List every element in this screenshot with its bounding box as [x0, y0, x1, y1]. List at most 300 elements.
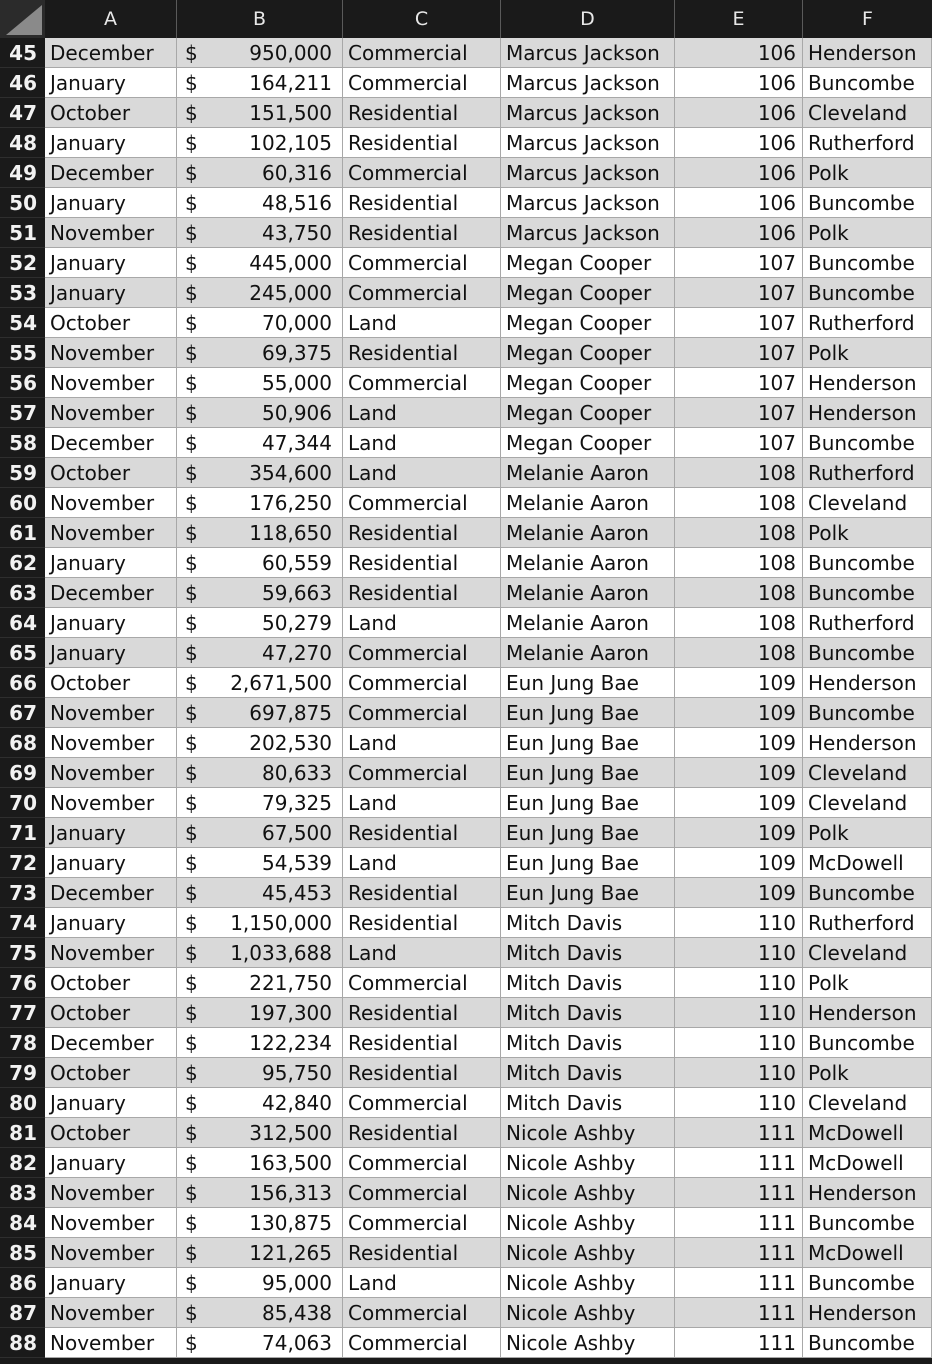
cell-agent-id[interactable]: 108 [675, 578, 803, 608]
cell-agent[interactable]: Nicole Ashby [501, 1148, 675, 1178]
cell-property-type[interactable]: Commercial [343, 158, 501, 188]
row-number[interactable]: 65 [0, 638, 45, 668]
cell-month[interactable]: January [45, 1148, 177, 1178]
cell-agent-id[interactable]: 109 [675, 728, 803, 758]
cell-agent-id[interactable]: 111 [675, 1238, 803, 1268]
row-number[interactable]: 60 [0, 488, 45, 518]
cell-agent[interactable]: Eun Jung Bae [501, 698, 675, 728]
cell-property-type[interactable]: Land [343, 938, 501, 968]
cell-property-type[interactable]: Land [343, 458, 501, 488]
cell-month[interactable]: January [45, 608, 177, 638]
row-number[interactable]: 86 [0, 1268, 45, 1298]
cell-amount[interactable] [177, 1328, 343, 1358]
cell-property-type[interactable]: Land [343, 398, 501, 428]
cell-county[interactable]: Cleveland [803, 98, 932, 128]
column-header-c[interactable]: C [343, 0, 501, 38]
cell-amount[interactable] [177, 968, 343, 998]
cell-county[interactable]: Polk [803, 1058, 932, 1088]
cell-property-type[interactable]: Commercial [343, 278, 501, 308]
cell-agent[interactable]: Marcus Jackson [501, 68, 675, 98]
cell-property-type[interactable]: Land [343, 608, 501, 638]
cell-county[interactable]: Polk [803, 968, 932, 998]
cell-agent[interactable]: Megan Cooper [501, 338, 675, 368]
row-number[interactable]: 67 [0, 698, 45, 728]
cell-agent-id[interactable]: 110 [675, 1088, 803, 1118]
cell-agent-id[interactable]: 109 [675, 668, 803, 698]
row-number[interactable]: 77 [0, 998, 45, 1028]
cell-amount[interactable] [177, 758, 343, 788]
cell-month[interactable]: December [45, 878, 177, 908]
cell-amount[interactable] [177, 818, 343, 848]
cell-month[interactable]: November [45, 1178, 177, 1208]
row-number[interactable]: 51 [0, 218, 45, 248]
cell-county[interactable]: Henderson [803, 398, 932, 428]
row-number[interactable]: 83 [0, 1178, 45, 1208]
cell-agent[interactable]: Eun Jung Bae [501, 728, 675, 758]
cell-month[interactable]: December [45, 428, 177, 458]
cell-agent[interactable]: Megan Cooper [501, 368, 675, 398]
cell-amount[interactable] [177, 608, 343, 638]
cell-county[interactable]: Buncombe [803, 1208, 932, 1238]
cell-county[interactable]: McDowell [803, 1148, 932, 1178]
cell-amount[interactable] [177, 1238, 343, 1268]
cell-property-type[interactable]: Land [343, 728, 501, 758]
cell-agent-id[interactable]: 109 [675, 848, 803, 878]
cell-month[interactable]: November [45, 1208, 177, 1238]
cell-amount[interactable] [177, 1028, 343, 1058]
cell-agent[interactable]: Melanie Aaron [501, 458, 675, 488]
row-number[interactable]: 69 [0, 758, 45, 788]
cell-county[interactable]: Rutherford [803, 128, 932, 158]
row-number[interactable]: 59 [0, 458, 45, 488]
cell-month[interactable]: January [45, 188, 177, 218]
cell-property-type[interactable]: Commercial [343, 248, 501, 278]
cell-agent-id[interactable]: 111 [675, 1328, 803, 1358]
cell-month[interactable]: January [45, 818, 177, 848]
cell-amount[interactable] [177, 1118, 343, 1148]
cell-county[interactable]: Cleveland [803, 488, 932, 518]
cell-agent[interactable]: Marcus Jackson [501, 128, 675, 158]
row-number[interactable]: 48 [0, 128, 45, 158]
cell-amount[interactable] [177, 218, 343, 248]
cell-amount[interactable] [177, 1208, 343, 1238]
cell-amount[interactable] [177, 878, 343, 908]
cell-county[interactable]: Henderson [803, 728, 932, 758]
cell-month[interactable]: November [45, 488, 177, 518]
cell-property-type[interactable]: Residential [343, 548, 501, 578]
cell-property-type[interactable]: Commercial [343, 1088, 501, 1118]
cell-agent[interactable]: Eun Jung Bae [501, 668, 675, 698]
row-number[interactable]: 49 [0, 158, 45, 188]
cell-amount[interactable] [177, 728, 343, 758]
cell-month[interactable]: January [45, 1088, 177, 1118]
cell-month[interactable]: January [45, 128, 177, 158]
row-number[interactable]: 56 [0, 368, 45, 398]
cell-agent[interactable]: Eun Jung Bae [501, 788, 675, 818]
cell-agent[interactable]: Melanie Aaron [501, 608, 675, 638]
cell-agent-id[interactable]: 109 [675, 758, 803, 788]
cell-agent[interactable]: Megan Cooper [501, 278, 675, 308]
cell-agent-id[interactable]: 108 [675, 458, 803, 488]
row-number[interactable]: 61 [0, 518, 45, 548]
cell-month[interactable]: November [45, 938, 177, 968]
cell-amount[interactable] [177, 128, 343, 158]
cell-month[interactable]: November [45, 518, 177, 548]
cell-agent-id[interactable]: 106 [675, 98, 803, 128]
cell-property-type[interactable]: Land [343, 428, 501, 458]
cell-amount[interactable] [177, 1298, 343, 1328]
cell-amount[interactable] [177, 1268, 343, 1298]
row-number[interactable]: 81 [0, 1118, 45, 1148]
cell-amount[interactable] [177, 638, 343, 668]
row-number[interactable]: 74 [0, 908, 45, 938]
cell-month[interactable]: December [45, 1028, 177, 1058]
cell-agent-id[interactable]: 110 [675, 1028, 803, 1058]
cell-agent-id[interactable]: 106 [675, 68, 803, 98]
cell-property-type[interactable]: Land [343, 308, 501, 338]
cell-county[interactable]: Buncombe [803, 1268, 932, 1298]
row-number[interactable]: 82 [0, 1148, 45, 1178]
cell-property-type[interactable]: Land [343, 1268, 501, 1298]
row-number[interactable]: 87 [0, 1298, 45, 1328]
row-number[interactable]: 78 [0, 1028, 45, 1058]
cell-county[interactable]: Buncombe [803, 68, 932, 98]
cell-agent-id[interactable]: 106 [675, 188, 803, 218]
cell-month[interactable]: January [45, 638, 177, 668]
cell-amount[interactable] [177, 248, 343, 278]
cell-property-type[interactable]: Residential [343, 578, 501, 608]
cell-agent[interactable]: Eun Jung Bae [501, 878, 675, 908]
cell-agent[interactable]: Nicole Ashby [501, 1178, 675, 1208]
cell-agent[interactable]: Marcus Jackson [501, 188, 675, 218]
cell-property-type[interactable]: Residential [343, 1118, 501, 1148]
cell-county[interactable]: Buncombe [803, 278, 932, 308]
cell-agent[interactable]: Nicole Ashby [501, 1298, 675, 1328]
cell-month[interactable]: October [45, 998, 177, 1028]
cell-agent-id[interactable]: 109 [675, 878, 803, 908]
cell-agent-id[interactable]: 109 [675, 698, 803, 728]
row-number[interactable]: 55 [0, 338, 45, 368]
cell-county[interactable]: Buncombe [803, 1028, 932, 1058]
cell-amount[interactable] [177, 548, 343, 578]
cell-agent[interactable]: Marcus Jackson [501, 158, 675, 188]
cell-amount[interactable] [177, 1148, 343, 1178]
cell-county[interactable]: Henderson [803, 668, 932, 698]
cell-agent[interactable]: Marcus Jackson [501, 218, 675, 248]
row-number[interactable]: 73 [0, 878, 45, 908]
cell-amount[interactable] [177, 908, 343, 938]
cell-agent-id[interactable]: 110 [675, 998, 803, 1028]
cell-agent-id[interactable]: 111 [675, 1118, 803, 1148]
cell-agent-id[interactable]: 107 [675, 308, 803, 338]
cell-month[interactable]: October [45, 98, 177, 128]
cell-property-type[interactable]: Residential [343, 998, 501, 1028]
cell-month[interactable]: October [45, 308, 177, 338]
cell-property-type[interactable]: Residential [343, 188, 501, 218]
cell-agent[interactable]: Megan Cooper [501, 308, 675, 338]
row-number[interactable]: 57 [0, 398, 45, 428]
cell-property-type[interactable]: Residential [343, 98, 501, 128]
cell-agent[interactable]: Marcus Jackson [501, 38, 675, 68]
cell-agent-id[interactable]: 107 [675, 428, 803, 458]
cell-county[interactable]: Henderson [803, 368, 932, 398]
cell-month[interactable]: January [45, 548, 177, 578]
cell-amount[interactable] [177, 458, 343, 488]
cell-agent[interactable]: Nicole Ashby [501, 1118, 675, 1148]
cell-amount[interactable] [177, 308, 343, 338]
cell-month[interactable]: November [45, 788, 177, 818]
cell-amount[interactable] [177, 188, 343, 218]
cell-agent[interactable]: Melanie Aaron [501, 548, 675, 578]
cell-property-type[interactable]: Land [343, 848, 501, 878]
cell-property-type[interactable]: Residential [343, 518, 501, 548]
cell-amount[interactable] [177, 848, 343, 878]
cell-county[interactable]: Rutherford [803, 608, 932, 638]
cell-county[interactable]: Polk [803, 218, 932, 248]
cell-month[interactable]: November [45, 1298, 177, 1328]
cell-month[interactable]: November [45, 698, 177, 728]
cell-agent-id[interactable]: 110 [675, 908, 803, 938]
cell-agent-id[interactable]: 106 [675, 158, 803, 188]
cell-agent-id[interactable]: 108 [675, 488, 803, 518]
cell-property-type[interactable]: Commercial [343, 1208, 501, 1238]
row-number[interactable]: 52 [0, 248, 45, 278]
cell-month[interactable]: October [45, 1058, 177, 1088]
cell-county[interactable]: Buncombe [803, 428, 932, 458]
cell-amount[interactable] [177, 278, 343, 308]
cell-property-type[interactable]: Commercial [343, 1178, 501, 1208]
cell-month[interactable]: January [45, 68, 177, 98]
cell-agent-id[interactable]: 107 [675, 398, 803, 428]
cell-property-type[interactable]: Commercial [343, 968, 501, 998]
cell-property-type[interactable]: Residential [343, 128, 501, 158]
cell-agent[interactable]: Nicole Ashby [501, 1208, 675, 1238]
cell-county[interactable]: Polk [803, 518, 932, 548]
cell-county[interactable]: Cleveland [803, 758, 932, 788]
cell-property-type[interactable]: Residential [343, 1028, 501, 1058]
column-header-b[interactable]: B [177, 0, 343, 38]
cell-amount[interactable] [177, 98, 343, 128]
row-number[interactable]: 45 [0, 38, 45, 68]
cell-amount[interactable] [177, 518, 343, 548]
row-number[interactable]: 88 [0, 1328, 45, 1358]
cell-agent-id[interactable]: 110 [675, 1058, 803, 1088]
cell-county[interactable]: Rutherford [803, 308, 932, 338]
row-number[interactable]: 76 [0, 968, 45, 998]
cell-amount[interactable] [177, 368, 343, 398]
cell-county[interactable]: Henderson [803, 38, 932, 68]
row-number[interactable]: 53 [0, 278, 45, 308]
cell-agent[interactable]: Melanie Aaron [501, 578, 675, 608]
cell-county[interactable]: Polk [803, 818, 932, 848]
cell-month[interactable]: November [45, 218, 177, 248]
row-number[interactable]: 66 [0, 668, 45, 698]
cell-agent[interactable]: Marcus Jackson [501, 98, 675, 128]
row-number[interactable]: 70 [0, 788, 45, 818]
cell-month[interactable]: November [45, 758, 177, 788]
cell-agent-id[interactable]: 111 [675, 1208, 803, 1238]
cell-agent-id[interactable]: 107 [675, 338, 803, 368]
cell-county[interactable]: Buncombe [803, 578, 932, 608]
cell-month[interactable]: December [45, 38, 177, 68]
cell-property-type[interactable]: Residential [343, 218, 501, 248]
cell-county[interactable]: Buncombe [803, 188, 932, 218]
cell-agent-id[interactable]: 108 [675, 518, 803, 548]
row-number[interactable]: 79 [0, 1058, 45, 1088]
cell-agent[interactable]: Mitch Davis [501, 1088, 675, 1118]
cell-county[interactable]: McDowell [803, 1238, 932, 1268]
cell-county[interactable]: Cleveland [803, 938, 932, 968]
cell-agent[interactable]: Megan Cooper [501, 428, 675, 458]
row-number[interactable]: 71 [0, 818, 45, 848]
cell-county[interactable]: McDowell [803, 1118, 932, 1148]
cell-agent-id[interactable]: 108 [675, 548, 803, 578]
cell-month[interactable]: January [45, 908, 177, 938]
cell-property-type[interactable]: Commercial [343, 758, 501, 788]
cell-county[interactable]: Cleveland [803, 1088, 932, 1118]
cell-county[interactable]: Henderson [803, 1178, 932, 1208]
cell-agent-id[interactable]: 106 [675, 128, 803, 158]
cell-agent[interactable]: Melanie Aaron [501, 638, 675, 668]
cell-property-type[interactable]: Land [343, 788, 501, 818]
cell-amount[interactable] [177, 338, 343, 368]
row-number[interactable]: 58 [0, 428, 45, 458]
cell-agent-id[interactable]: 106 [675, 218, 803, 248]
cell-agent-id[interactable]: 111 [675, 1148, 803, 1178]
column-header-f[interactable]: F [862, 8, 873, 30]
cell-agent-id[interactable]: 107 [675, 368, 803, 398]
row-number[interactable]: 85 [0, 1238, 45, 1268]
cell-amount[interactable] [177, 68, 343, 98]
row-number[interactable]: 63 [0, 578, 45, 608]
cell-county[interactable]: Cleveland [803, 788, 932, 818]
cell-amount[interactable] [177, 398, 343, 428]
cell-county[interactable]: Henderson [803, 998, 932, 1028]
cell-agent[interactable]: Mitch Davis [501, 998, 675, 1028]
cell-property-type[interactable]: Commercial [343, 488, 501, 518]
cell-county[interactable]: Rutherford [803, 458, 932, 488]
cell-property-type[interactable]: Commercial [343, 668, 501, 698]
cell-month[interactable]: November [45, 398, 177, 428]
cell-agent[interactable]: Eun Jung Bae [501, 758, 675, 788]
cell-county[interactable]: Buncombe [803, 638, 932, 668]
cell-month[interactable]: November [45, 338, 177, 368]
cell-property-type[interactable]: Commercial [343, 68, 501, 98]
row-number[interactable]: 46 [0, 68, 45, 98]
cell-agent-id[interactable]: 111 [675, 1178, 803, 1208]
cell-amount[interactable] [177, 158, 343, 188]
cell-amount[interactable] [177, 578, 343, 608]
cell-agent-id[interactable]: 110 [675, 968, 803, 998]
cell-county[interactable]: Buncombe [803, 1328, 932, 1358]
cell-month[interactable]: January [45, 248, 177, 278]
cell-agent-id[interactable]: 109 [675, 818, 803, 848]
cell-month[interactable]: November [45, 728, 177, 758]
row-number[interactable]: 75 [0, 938, 45, 968]
cell-month[interactable]: December [45, 578, 177, 608]
cell-county[interactable]: Henderson [803, 1298, 932, 1328]
cell-amount[interactable] [177, 38, 343, 68]
cell-agent[interactable]: Mitch Davis [501, 1058, 675, 1088]
cell-month[interactable]: January [45, 278, 177, 308]
cell-amount[interactable] [177, 668, 343, 698]
cell-county[interactable]: Polk [803, 158, 932, 188]
cell-agent[interactable]: Melanie Aaron [501, 488, 675, 518]
cell-county[interactable]: Rutherford [803, 908, 932, 938]
cell-property-type[interactable]: Residential [343, 818, 501, 848]
cell-agent-id[interactable]: 107 [675, 278, 803, 308]
cell-agent-id[interactable]: 111 [675, 1298, 803, 1328]
cell-property-type[interactable]: Commercial [343, 638, 501, 668]
cell-county[interactable]: Polk [803, 338, 932, 368]
cell-month[interactable]: October [45, 1118, 177, 1148]
cell-agent[interactable]: Eun Jung Bae [501, 848, 675, 878]
cell-agent-id[interactable]: 110 [675, 938, 803, 968]
cell-amount[interactable] [177, 788, 343, 818]
cell-amount[interactable] [177, 1058, 343, 1088]
cell-property-type[interactable]: Commercial [343, 368, 501, 398]
cell-amount[interactable] [177, 488, 343, 518]
cell-agent-id[interactable]: 106 [675, 38, 803, 68]
cell-amount[interactable] [177, 698, 343, 728]
cell-county[interactable]: Buncombe [803, 248, 932, 278]
cell-amount[interactable] [177, 938, 343, 968]
row-number[interactable]: 68 [0, 728, 45, 758]
cell-property-type[interactable]: Commercial [343, 38, 501, 68]
cell-property-type[interactable]: Commercial [343, 1328, 501, 1358]
cell-month[interactable]: October [45, 458, 177, 488]
row-number[interactable]: 72 [0, 848, 45, 878]
cell-agent[interactable]: Mitch Davis [501, 968, 675, 998]
cell-month[interactable]: January [45, 1268, 177, 1298]
cell-agent[interactable]: Mitch Davis [501, 908, 675, 938]
column-header-d[interactable]: D [501, 0, 675, 38]
cell-property-type[interactable]: Commercial [343, 1298, 501, 1328]
column-header-e[interactable]: E [675, 0, 803, 38]
cell-month[interactable]: November [45, 1328, 177, 1358]
cell-agent-id[interactable]: 109 [675, 788, 803, 818]
cell-agent[interactable]: Megan Cooper [501, 398, 675, 428]
cell-property-type[interactable]: Residential [343, 878, 501, 908]
cell-agent-id[interactable]: 111 [675, 1268, 803, 1298]
cell-agent[interactable]: Megan Cooper [501, 248, 675, 278]
cell-property-type[interactable]: Residential [343, 338, 501, 368]
row-number[interactable]: 64 [0, 608, 45, 638]
cell-property-type[interactable]: Commercial [343, 1148, 501, 1178]
row-number[interactable]: 84 [0, 1208, 45, 1238]
cell-county[interactable]: Buncombe [803, 878, 932, 908]
cell-month[interactable]: October [45, 668, 177, 698]
row-number[interactable]: 47 [0, 98, 45, 128]
cell-month[interactable]: December [45, 158, 177, 188]
cell-agent[interactable]: Mitch Davis [501, 938, 675, 968]
column-header-a[interactable]: A [45, 0, 177, 38]
cell-agent[interactable]: Nicole Ashby [501, 1268, 675, 1298]
cell-agent[interactable]: Eun Jung Bae [501, 818, 675, 848]
cell-agent[interactable]: Nicole Ashby [501, 1328, 675, 1358]
cell-agent-id[interactable]: 107 [675, 248, 803, 278]
cell-month[interactable]: November [45, 368, 177, 398]
cell-county[interactable]: McDowell [803, 848, 932, 878]
cell-month[interactable]: January [45, 848, 177, 878]
cell-amount[interactable] [177, 428, 343, 458]
cell-month[interactable]: November [45, 1238, 177, 1268]
cell-agent[interactable]: Nicole Ashby [501, 1238, 675, 1268]
cell-property-type[interactable]: Residential [343, 1058, 501, 1088]
cell-month[interactable]: October [45, 968, 177, 998]
row-number[interactable]: 50 [0, 188, 45, 218]
cell-agent[interactable]: Mitch Davis [501, 1028, 675, 1058]
